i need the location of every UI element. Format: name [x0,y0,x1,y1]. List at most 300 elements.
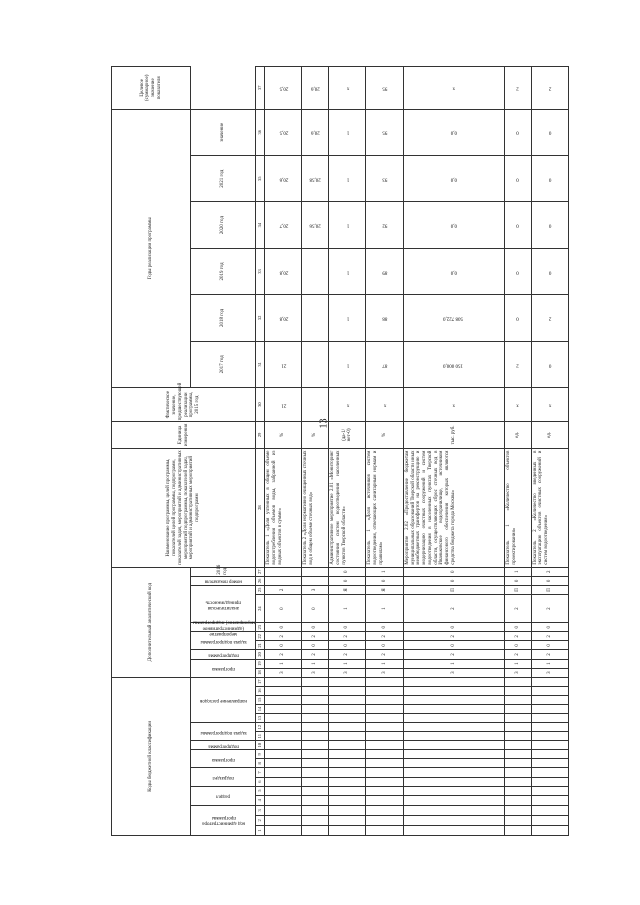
index-cell: 33 [256,248,265,294]
row-unit: % [265,422,302,448]
budget-code-cell [329,805,366,815]
unit-header: Единица измерения [112,422,256,448]
row-year-value: 88 [366,295,403,341]
budget-code-cell [329,795,366,805]
budget-code-cell [531,786,568,795]
index-cell: 28 [256,448,265,567]
index-cell: 32 [256,295,265,341]
analytic-code-cell [265,567,302,576]
a-subprogram-header: подпрограмма [191,650,256,659]
row-name: Административное мероприятие 2.01 «Мониторинг состояния систем водоотведения населенных пунктов Тверской области» [329,448,366,567]
analytic-code-cell: 3 [504,668,531,677]
budget-code-cell [265,677,302,686]
budget-code-cell [366,723,403,732]
a-measure-header: мероприятие (административное мероприятие) подпрограммы [191,619,255,636]
budget-code-cell [403,677,504,686]
analytic-code-cell: 3 [531,668,568,677]
index-cell: 2 [256,815,265,825]
row-year-value: 1 [329,341,366,387]
budget-code-cell [531,805,568,815]
index-cell: 3 [256,805,265,815]
budget-code-cell [265,786,302,795]
row-unit: % [302,422,329,448]
index-cell: 9 [256,750,265,759]
budget-code-cell [265,723,302,732]
budget-code-cell [504,815,531,825]
year-2020-header: 2020 год [191,202,256,248]
analytic-code-cell: 2 [329,650,366,659]
analytic-code-cell: 0 [531,576,568,585]
budget-code-cell [265,732,302,741]
budget-code-cell [504,713,531,722]
index-cell: 4 [256,795,265,805]
section-header: раздел [191,786,256,805]
analytic-code-cell: 2 [531,632,568,641]
budget-code-cell [302,786,329,795]
budget-code-cell [366,704,403,713]
budget-code-cell [302,777,329,786]
budget-code-cell [504,759,531,768]
budget-code-cell [302,759,329,768]
row-year-value: 0,0 [403,155,504,201]
index-cell: 30 [256,388,265,422]
expense-direction-header: направление расходов [191,677,256,722]
budget-code-cell [366,768,403,777]
analytic-code-cell: 1 [366,594,403,622]
row-year-value: 20,6 [302,109,329,155]
row-year-value: 0 [531,202,568,248]
row-year-value [302,341,329,387]
budget-code-cell [329,723,366,732]
row-year-value: 150 000,0 [403,341,504,387]
index-cell: 23 [256,623,265,632]
analytic-code-cell [302,576,329,585]
analytic-code-cell: 1 [504,659,531,668]
index-cell: 31 [256,341,265,387]
index-cell: 10 [256,741,265,750]
budget-code-cell [403,825,504,835]
budget-code-cell [531,686,568,695]
row-year-value: 20,5 [265,109,302,155]
analytic-code-cell: 0 [531,623,568,632]
budget-code-cell [366,777,403,786]
row-year-value: 1 [329,155,366,201]
budget-code-cell [366,805,403,815]
analytic-code-cell: 2 [504,632,531,641]
analytic-code-cell: 3 [302,585,329,594]
analytic-code-cell: 1 [329,594,366,622]
index-cell: 26 [256,576,265,585]
table-row [366,67,403,836]
target-header: Целевое (суммарное) значение показателя [112,67,191,110]
index-cell: 5 [256,786,265,795]
analytic-code-cell: 3 [329,668,366,677]
row-year-value: 0 [531,248,568,294]
budget-code-cell [504,795,531,805]
budget-code-cell [504,825,531,835]
budget-code-cell [302,825,329,835]
row-year-value: 20,8 [265,295,302,341]
analytic-code-cell: 2 [531,567,568,576]
analytic-code-cell: 3 [403,668,504,677]
budget-code-cell [329,695,366,704]
rotated-page [111,66,569,836]
a-an-header: аналитическая принадлежность [191,585,256,622]
row-target: х [403,67,504,110]
index-cell: 22 [256,632,265,641]
index-cell: 37 [256,67,265,110]
row-year-value: 0 [531,109,568,155]
analytic-code-cell: 2 [504,594,531,622]
analytic-code-cell: 0 [302,623,329,632]
analytic-code-cell: 0 [329,623,366,632]
budget-code-cell [366,713,403,722]
analytic-code-cell: П [504,585,531,594]
analytic-code-cell: 3 [265,668,302,677]
a-task-header: задача подпрограммы [191,632,256,650]
index-cell: 18 [256,668,265,677]
index-cell: 34 [256,202,265,248]
table-row [302,67,329,836]
row-year-value: 508 722,0 [403,295,504,341]
budget-code-cell [504,686,531,695]
row-year-value: 0 [504,248,531,294]
row-year-value: 2 [504,341,531,387]
table-row [403,67,504,836]
row-year-value: 0,0 [403,248,504,294]
index-cell: 25 [256,585,265,594]
index-cell: 8 [256,759,265,768]
budget-code-cell [403,777,504,786]
budget-code-cell [366,686,403,695]
analytic-code-cell: 2 [366,650,403,659]
analytic-code-cell: Я [329,585,366,594]
row-unit: (да-1/ нет-0) [329,422,366,448]
budget-code-cell [504,786,531,795]
row-year-value: 0 [504,155,531,201]
row-name: Мероприятие 2.02 «Предоставление бюджетам муниципальных образований Тверской области иных межбюджетных трансфертов на реконструкцию и модернизацию очистных сооружений и систем водоотведения в населенных пунктах Тверской области, осуществляющих сброс сточных вод в Иваньковское водохранилище, источником финансового обеспечения которых являются средства бюджета города Москвы» [403,448,504,567]
analytic-code-cell: 2 [531,594,568,622]
row-target: 2 [504,67,531,110]
program-direction-header: задача подпрограммы [191,723,256,741]
budget-code-cell [329,704,366,713]
row-year-value: 1 [329,109,366,155]
budget-code-cell [531,815,568,825]
budget-code-cell [403,732,504,741]
budget-code-cell [302,815,329,825]
budget-code-cell [531,768,568,777]
analytic-code-cell [302,567,329,576]
row-name: Показатель 1 «Доля источников систем водоотведения, отвечающих санитарным нормам и правилам» [366,448,403,567]
row-year-value: 0,0 [403,202,504,248]
row-year-value: 20,58 [302,155,329,201]
table-row [504,67,531,836]
index-cell: 16 [256,686,265,695]
budget-code-cell [302,704,329,713]
budget-code-cell [504,677,531,686]
analytic-code-cell: 0 [403,567,504,576]
budget-code-cell [329,750,366,759]
row-year-value: 2 [531,295,568,341]
budget-code-cell [504,750,531,759]
budget-code-cell [366,786,403,795]
analytic-code-cell: 0 [329,576,366,585]
budget-code-cell [531,677,568,686]
admin-code-header: код администратора программы [191,805,256,835]
index-cell: 7 [256,768,265,777]
row-fact [302,388,329,422]
analytic-code-cell: П [403,585,504,594]
name-header: Наименование программы, целей программы, показателей целей программы, подпрограмм, показателей задач, мероприятий и административных мероприятий подпрограммы, показателей задач, мероприятий и административных мероприятий подпрограмм [112,448,256,567]
budget-code-cell [302,795,329,805]
budget-code-cell [265,805,302,815]
analytic-code-cell: 0 [366,623,403,632]
budget-code-cell [265,695,302,704]
budget-code-cell [403,795,504,805]
budget-code-cell [265,686,302,695]
row-year-value: 20,8 [265,248,302,294]
program-code-header: программа [191,750,256,768]
row-year-value: 89 [366,248,403,294]
budget-code-cell [265,759,302,768]
a-program-header: программа [191,659,256,677]
row-fact: 21 [265,388,302,422]
budget-code-cell [329,786,366,795]
budget-code-cell [366,795,403,805]
target-value-header: значение [191,109,256,155]
row-year-value: 93 [366,155,403,201]
subprogram-code-header: подпрограмма [191,741,256,750]
a-no-header: номер показателя [191,576,256,585]
analytic-code-cell: 0 [366,641,403,650]
row-fact: х [366,388,403,422]
budget-code-cell [329,815,366,825]
year-2017-header: 2017 год [191,341,256,387]
analytic-code-cell: 2 [302,632,329,641]
budget-code-cell [531,795,568,805]
analytic-code-cell: 0 [531,641,568,650]
budget-code-cell [504,777,531,786]
row-year-value [302,295,329,341]
row-year-value: 0 [531,341,568,387]
row-unit: % [366,422,403,448]
year-2016-header: 2016 год [191,567,256,576]
budget-code-cell [504,741,531,750]
analytic-code-cell: 1 [265,659,302,668]
analytic-code-cell: 2 [366,632,403,641]
budget-code-cell [265,768,302,777]
budget-code-cell [403,805,504,815]
budget-code-cell [366,750,403,759]
table-row [329,67,366,836]
budget-code-cell [504,704,531,713]
year-2018-header: 2018 год [191,295,256,341]
budget-code-cell [403,713,504,722]
budget-codes-header: Коды бюджетной классификации [112,677,191,835]
budget-code-cell [531,732,568,741]
row-year-value: 0 [504,109,531,155]
analytic-code-cell: 1 [403,659,504,668]
row-name: Показатель 1 «Доля учтенных в общем объеме водопотребления объемов воды, забранной из водных объектов в сумме» [265,448,302,567]
analytic-code-cell: 0 [302,641,329,650]
row-unit: тыс. руб. [403,422,504,448]
index-cell: 13 [256,713,265,722]
budget-code-cell [403,815,504,825]
budget-code-cell [403,686,504,695]
index-cell: 11 [256,732,265,741]
analytic-code-cell: 0 [403,623,504,632]
analytic-code-cell: 0 [329,641,366,650]
row-unit: ед. [504,422,531,448]
analytic-code-cell: 1 [302,659,329,668]
row-year-value: 1 [329,248,366,294]
table-row [531,67,568,836]
index-cell: 14 [256,704,265,713]
budget-code-cell [265,704,302,713]
budget-code-cell [504,732,531,741]
budget-code-cell [302,768,329,777]
budget-code-cell [302,805,329,815]
row-name: Показатель 2 «Доля нормативно очищенных сточных вод в общем объеме сточных вод» [302,448,329,567]
budget-code-cell [329,741,366,750]
row-year-value: 1 [329,295,366,341]
budget-code-cell [504,805,531,815]
analytic-code-cell: 0 [265,641,302,650]
analytic-code-cell: 0 [366,576,403,585]
analytic-code-cell: 2 [403,650,504,659]
analytic-code-cell: 0 [302,594,329,622]
row-year-value: 20,7 [265,202,302,248]
row-year-value: 95 [366,109,403,155]
fact-header: Фактическое значение, предшествующей реализации программы, 2015 год [112,388,256,422]
row-year-value [302,248,329,294]
budget-code-cell [531,825,568,835]
budget-code-cell [265,777,302,786]
row-year-value: 0 [531,155,568,201]
index-cell: 21 [256,641,265,650]
budget-code-cell [366,677,403,686]
row-target: 20,6 [302,67,329,110]
budget-code-cell [302,695,329,704]
budget-code-cell [329,686,366,695]
budget-code-cell [366,732,403,741]
analytic-code-cell: 0 [504,641,531,650]
analytic-code-cell: 0 [329,567,366,576]
analytic-code-cell: 1 [329,659,366,668]
budget-code-cell [302,677,329,686]
analytic-code-cell: 0 [265,623,302,632]
row-fact: х [504,388,531,422]
row-fact: х [329,388,366,422]
index-row [256,67,265,836]
budget-code-cell [403,695,504,704]
row-year-value: 1 [329,202,366,248]
index-cell: 20 [256,650,265,659]
budget-code-cell [265,825,302,835]
analytic-code-cell: 2 [403,594,504,622]
table-row [265,67,302,836]
budget-code-cell [504,723,531,732]
budget-code-cell [329,768,366,777]
budget-code-cell [366,741,403,750]
analytic-code-cell: 0 [265,594,302,622]
index-cell: 35 [256,155,265,201]
budget-code-cell [403,759,504,768]
row-name: Показатель 2 «Количество введенных в эксплуатацию объектов очистных сооружений и систем водоотведения» [531,448,568,567]
index-cell: 12 [256,723,265,732]
budget-code-cell [302,713,329,722]
analytic-code-cell: 2 [265,650,302,659]
analytic-code-cell: 1 [531,659,568,668]
index-cell: 15 [256,695,265,704]
budget-code-cell [329,825,366,835]
index-cell: 36 [256,109,265,155]
analytic-code-cell: 2 [531,650,568,659]
budget-code-cell [531,723,568,732]
row-unit: ед. [531,422,568,448]
budget-code-cell [531,741,568,750]
row-target: 2 [531,67,568,110]
budget-code-cell [531,750,568,759]
budget-code-cell [302,723,329,732]
budget-code-cell [265,750,302,759]
analytic-code-cell: 0 [403,641,504,650]
analytic-code-cell: 3 [366,668,403,677]
analytic-code-cell: 1 [366,659,403,668]
budget-code-cell [531,704,568,713]
budget-code-cell [265,795,302,805]
analytic-code-cell [265,576,302,585]
budget-code-cell [403,723,504,732]
budget-code-cell [329,777,366,786]
row-year-value: 92 [366,202,403,248]
budget-code-cell [531,695,568,704]
row-fact: х [403,388,504,422]
row-year-value: 87 [366,341,403,387]
program-indicators-table [111,66,569,836]
budget-code-cell [403,704,504,713]
analytic-code-cell: 2 [504,650,531,659]
analytic-code-cell: 0 [504,623,531,632]
analytic-code-cell: 2 [265,585,302,594]
row-name: Показатель 1 «Количество объектов проектирования» [504,448,531,567]
budget-code-cell [403,786,504,795]
row-fact: х [531,388,568,422]
budget-code-cell [403,750,504,759]
analytic-code-cell: 1 [504,567,531,576]
index-cell: 1 [256,825,265,835]
row-target: 20,5 [265,67,302,110]
year-2021-header: 2021 год [191,155,256,201]
budget-code-cell [403,741,504,750]
row-target: х [329,67,366,110]
index-cell: 19 [256,659,265,668]
budget-code-cell [366,759,403,768]
budget-code-cell [366,695,403,704]
budget-code-cell [302,750,329,759]
row-year-value: 0 [504,295,531,341]
index-cell: 27 [256,567,265,576]
index-cell: 17 [256,677,265,686]
budget-code-cell [531,759,568,768]
row-year-value: 20,56 [302,202,329,248]
analytic-code-cell: 1 [366,567,403,576]
budget-code-cell [302,732,329,741]
analytic-code-cell: 0 [504,576,531,585]
budget-code-cell [504,768,531,777]
budget-code-cell [531,713,568,722]
index-cell: 29 [256,422,265,448]
